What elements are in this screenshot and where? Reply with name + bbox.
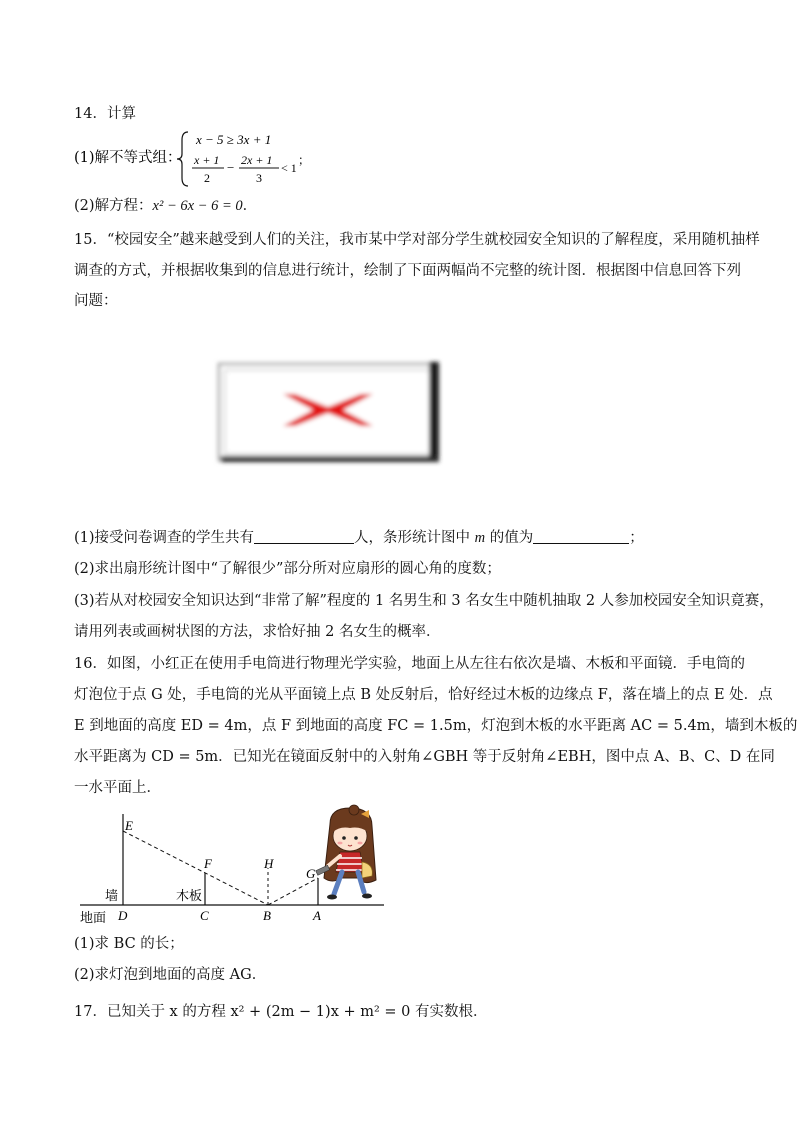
label-board: 木板 xyxy=(176,888,203,903)
q14-part2-eq: x² − 6x − 6 = 0 xyxy=(152,198,243,214)
q15-q3-line2: 请用列表或画树状图的方法，求恰好抽 2 名女生的概率． xyxy=(74,624,441,640)
label-E: E xyxy=(125,818,133,833)
answer-blank-m[interactable] xyxy=(533,529,629,544)
label-B: B xyxy=(263,908,271,923)
q14-frac2-den: 3 xyxy=(256,171,262,185)
incident-ray xyxy=(268,878,318,905)
answer-blank-students[interactable] xyxy=(254,529,354,544)
inequality-system xyxy=(74,128,311,190)
q15-line3: 问题： xyxy=(74,293,118,309)
q15-q1-c: 的值为 xyxy=(489,530,534,546)
label-G: G xyxy=(306,866,316,881)
label-D: D xyxy=(118,908,128,923)
optics-figure xyxy=(78,806,398,930)
q16-p2: (2)求灯泡到地面的高度 AG． xyxy=(74,967,267,983)
q16-line4: 水平距离为 CD = 5m．已知光在镜面反射中的入射角∠GBH 等于反射角∠EBH，图中点 A、B、C、D 在同 xyxy=(74,749,775,765)
q14-ineq-end: ； xyxy=(298,153,311,167)
label-H: H xyxy=(264,856,274,871)
q14-rhs: < 1 xyxy=(281,161,297,175)
label-A: A xyxy=(313,908,321,923)
q16-p1: (1)求 BC 的长； xyxy=(74,936,184,952)
q14-ineq1: x − 5 ≥ 3x + 1 xyxy=(196,132,272,147)
q17-line1: 17．已知关于 x 的方程 x² + (2m − 1)x + m² = 0 有实数根． xyxy=(74,1004,488,1020)
q15-q1-m: m xyxy=(474,530,486,546)
q15-q2: (2)求出扇形统计图中“了解很少”部分所对应扇形的圆心角的度数； xyxy=(74,561,501,577)
q14-frac2-num: 2x + 1 xyxy=(241,153,273,167)
girl-illustration xyxy=(316,805,376,900)
q14-minus: − xyxy=(227,160,235,175)
label-ground: 地面 xyxy=(80,910,107,925)
label-F: F xyxy=(204,856,212,871)
q16-line3: E 到地面的高度 ED = 4m，点 F 到地面的高度 FC = 1.5m，灯泡到木板的水平距离 AC = 5.4m，墙到木板的 xyxy=(74,718,797,734)
left-brace xyxy=(177,132,188,186)
q14-part2-label: (2)解方程： xyxy=(74,198,153,214)
q15-line2: 调查的方式，并根据收集到的信息进行统计，绘制了下面两幅尚不完整的统计图．根据图中信息回答下列 xyxy=(74,263,741,279)
q16-line5: 一水平面上． xyxy=(74,780,161,796)
q16-line2: 灯泡位于点 G 处，手电筒的光从平面镜上点 B 处反射后，恰好经过木板的边缘点 F，落在墙上的点 E 处．点 xyxy=(74,687,773,703)
q15-q3-line1: (3)若从对校园安全知识达到“非常了解”程度的 1 名男生和 3 名女生中随机抽取 2 人参加校园安全知识竟赛， xyxy=(74,593,774,609)
label-wall: 墙 xyxy=(105,888,119,903)
q15-line1: 15．“校园安全”越来越受到人们的关注，我市某中学对部分学生就校园安全知识的了解程度，采用随机抽样 xyxy=(74,232,760,248)
q16-line1: 16．如图，小红正在使用手电筒进行物理光学实验，地面上从左往右依次是墙、木板和平面镜．手电筒的 xyxy=(74,656,745,672)
q14-part2-end: ． xyxy=(242,198,258,214)
q14-part2 xyxy=(74,196,257,216)
q15-q1-a: (1)接受问卷调查的学生共有 xyxy=(74,530,255,546)
label-C: C xyxy=(200,908,209,923)
broken-image-placeholder xyxy=(213,358,443,466)
q15-q1-d: ； xyxy=(629,530,644,546)
q15-q1 xyxy=(74,528,644,548)
q15-q1-b: 人，条形统计图中 xyxy=(354,530,471,546)
q14-frac1-num: x + 1 xyxy=(194,153,220,167)
q14-title: 14．计算 xyxy=(74,106,136,122)
q14-part1-label: (1)解不等式组： xyxy=(74,150,182,166)
q14-frac1-den: 2 xyxy=(204,171,210,185)
